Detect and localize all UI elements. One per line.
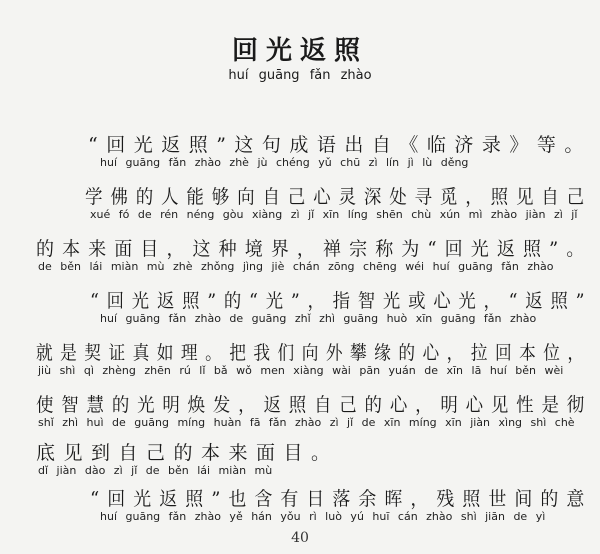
pinyin-line: huí guāng fǎn zhào yě hán yǒu rì luò yú huī cán zhào shì jiān de yì bbox=[100, 510, 546, 523]
hanzi-line: “回光返照”这句成语出自《临济录》等。 bbox=[88, 134, 592, 156]
hanzi-line: “回光返照”也含有日落余晖，残照世间的意 bbox=[90, 488, 593, 510]
text-line bbox=[0, 338, 600, 384]
pinyin-line: shǐ zhì huì de guāng míng huàn fā fǎn zhào zì jǐ de xīn míng xīn jiàn xìng shì chè bbox=[38, 416, 575, 429]
text-line bbox=[0, 438, 600, 484]
pinyin-line: de běn lái miàn mù zhè zhǒng jìng jiè chán zōng chēng wéi huí guāng fǎn zhào bbox=[38, 260, 554, 273]
pinyin-line: huí guāng fǎn zhào zhè jù chéng yǔ chū zì lín jì lù děng bbox=[100, 156, 469, 169]
text-line bbox=[0, 234, 600, 280]
text-line bbox=[0, 182, 600, 228]
text-line bbox=[0, 286, 600, 332]
text-line bbox=[0, 484, 600, 530]
page-title-pinyin: huí guāng fǎn zhào bbox=[228, 68, 372, 83]
hanzi-line: 使智慧的光明焕发，返照自己的心，明心见性是彻 bbox=[36, 394, 593, 416]
page-number: 40 bbox=[291, 530, 309, 546]
pinyin-line: huí guāng fǎn zhào de guāng zhǐ zhì guāng huò xīn guāng fǎn zhào bbox=[100, 312, 537, 325]
hanzi-line: 学佛的人能够向自己心灵深处寻觅，照见自己 bbox=[85, 186, 593, 208]
text-line bbox=[0, 390, 600, 436]
pinyin-line: dǐ jiàn dào zì jǐ de běn lái miàn mù bbox=[38, 464, 273, 477]
hanzi-line: 就是契证真如理。把我们向外攀缘的心，拉回本位， bbox=[36, 342, 592, 364]
hanzi-line: 的本来面目，这种境界，禅宗称为“回光返照”。 bbox=[36, 238, 593, 260]
text-line bbox=[0, 130, 600, 176]
page-title: 回光返照 bbox=[231, 36, 368, 66]
pinyin-line: xué fó de rén néng gòu xiàng zì jǐ xīn líng shēn chù xún mì zhào jiàn zì jǐ bbox=[90, 208, 578, 221]
hanzi-line: 底见到自己的本来面目。 bbox=[36, 442, 339, 464]
hanzi-line: “回光返照”的“光”，指智光或心光，“返照” bbox=[90, 290, 593, 312]
pinyin-line: jiù shì qì zhèng zhēn rú lǐ bǎ wǒ men xiàng wài pān yuán de xīn lā huí běn wèi bbox=[38, 364, 564, 377]
